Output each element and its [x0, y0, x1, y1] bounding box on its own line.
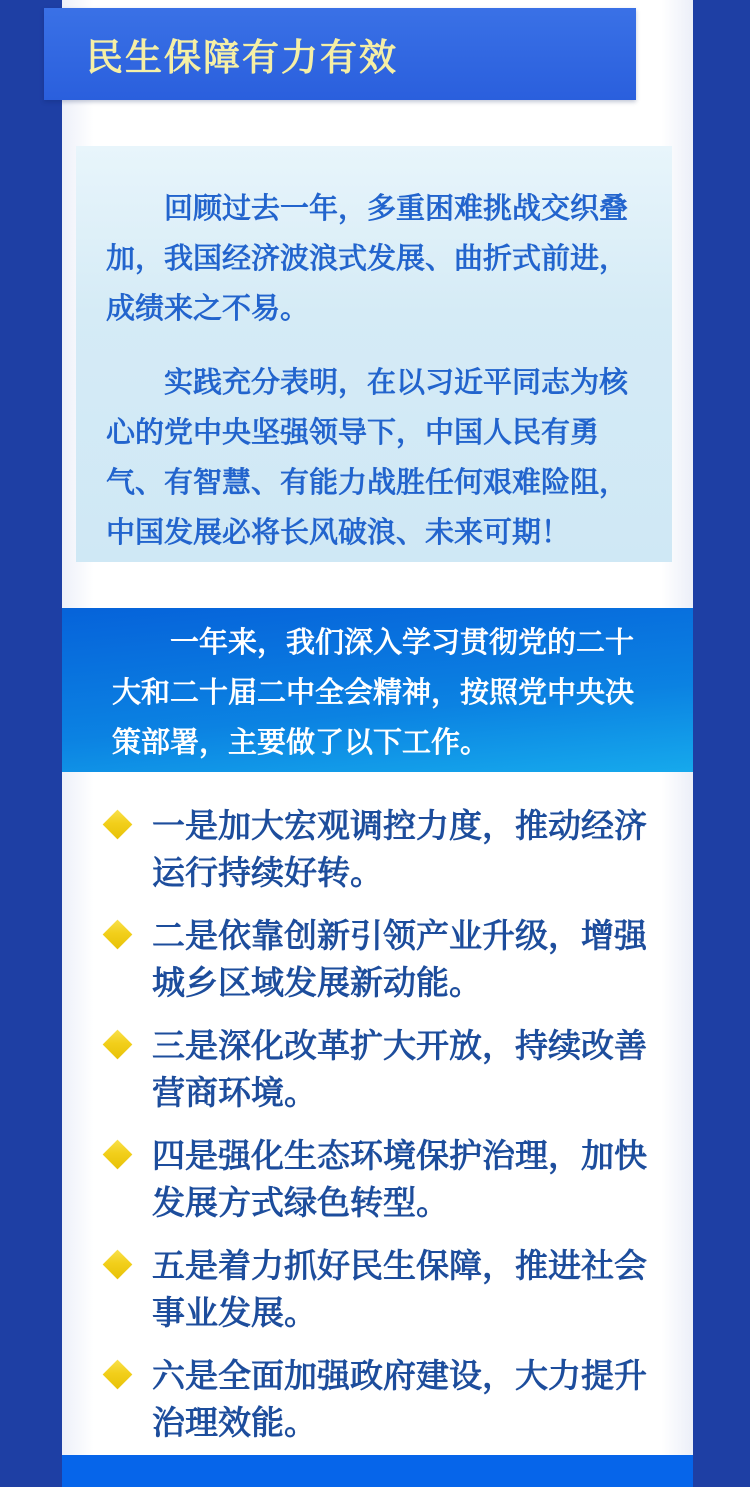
work-list — [62, 772, 733, 1464]
list-item — [102, 1244, 733, 1338]
footer-band — [62, 1455, 693, 1487]
work-item-text: 一是加大宏观调控力度，推动经济运行持续好转。 — [152, 809, 647, 892]
intro-panel — [76, 146, 672, 562]
list-item — [102, 914, 733, 1008]
highlight-band — [62, 608, 693, 772]
work-item-text: 五是着力抓好民生保障，推进社会事业发展。 — [152, 1249, 647, 1332]
list-item — [102, 1024, 733, 1118]
diamond-bullet-icon — [103, 1140, 133, 1170]
diamond-bullet-icon — [103, 810, 133, 840]
section-title: 民生保障有力有效 — [86, 37, 398, 78]
diamond-bullet-icon — [103, 1030, 133, 1060]
work-item-text: 三是深化改革扩大开放，持续改善营商环境。 — [152, 1029, 647, 1112]
list-item — [102, 1134, 733, 1228]
work-item-text: 六是全面加强政府建设，大力提升治理效能。 — [152, 1359, 647, 1442]
highlight-band-text: 一年来，我们深入学习贯彻党的二十大和二十届二中全会精神，按照党中央决策部署，主要做了以下工作。 — [112, 627, 635, 759]
intro-paragraph: 回顾过去一年，多重困难挑战交织叠加，我国经济波浪式发展、曲折式前进，成绩来之不易。 — [106, 193, 629, 325]
list-item — [102, 1354, 733, 1448]
section-header-badge — [44, 8, 636, 100]
intro-paragraph: 实践充分表明，在以习近平同志为核心的党中央坚强领导下，中国人民有勇气、有智慧、有能力战胜任何艰难险阻，中国发展必将长风破浪、未来可期！ — [106, 367, 629, 549]
list-item — [102, 804, 733, 898]
work-item-text: 二是依靠创新引领产业升级，增强城乡区域发展新动能。 — [152, 919, 647, 1002]
diamond-bullet-icon — [103, 920, 133, 950]
work-item-text: 四是强化生态环境保护治理，加快发展方式绿色转型。 — [152, 1139, 647, 1222]
diamond-bullet-icon — [103, 1360, 133, 1390]
diamond-bullet-icon — [103, 1250, 133, 1280]
